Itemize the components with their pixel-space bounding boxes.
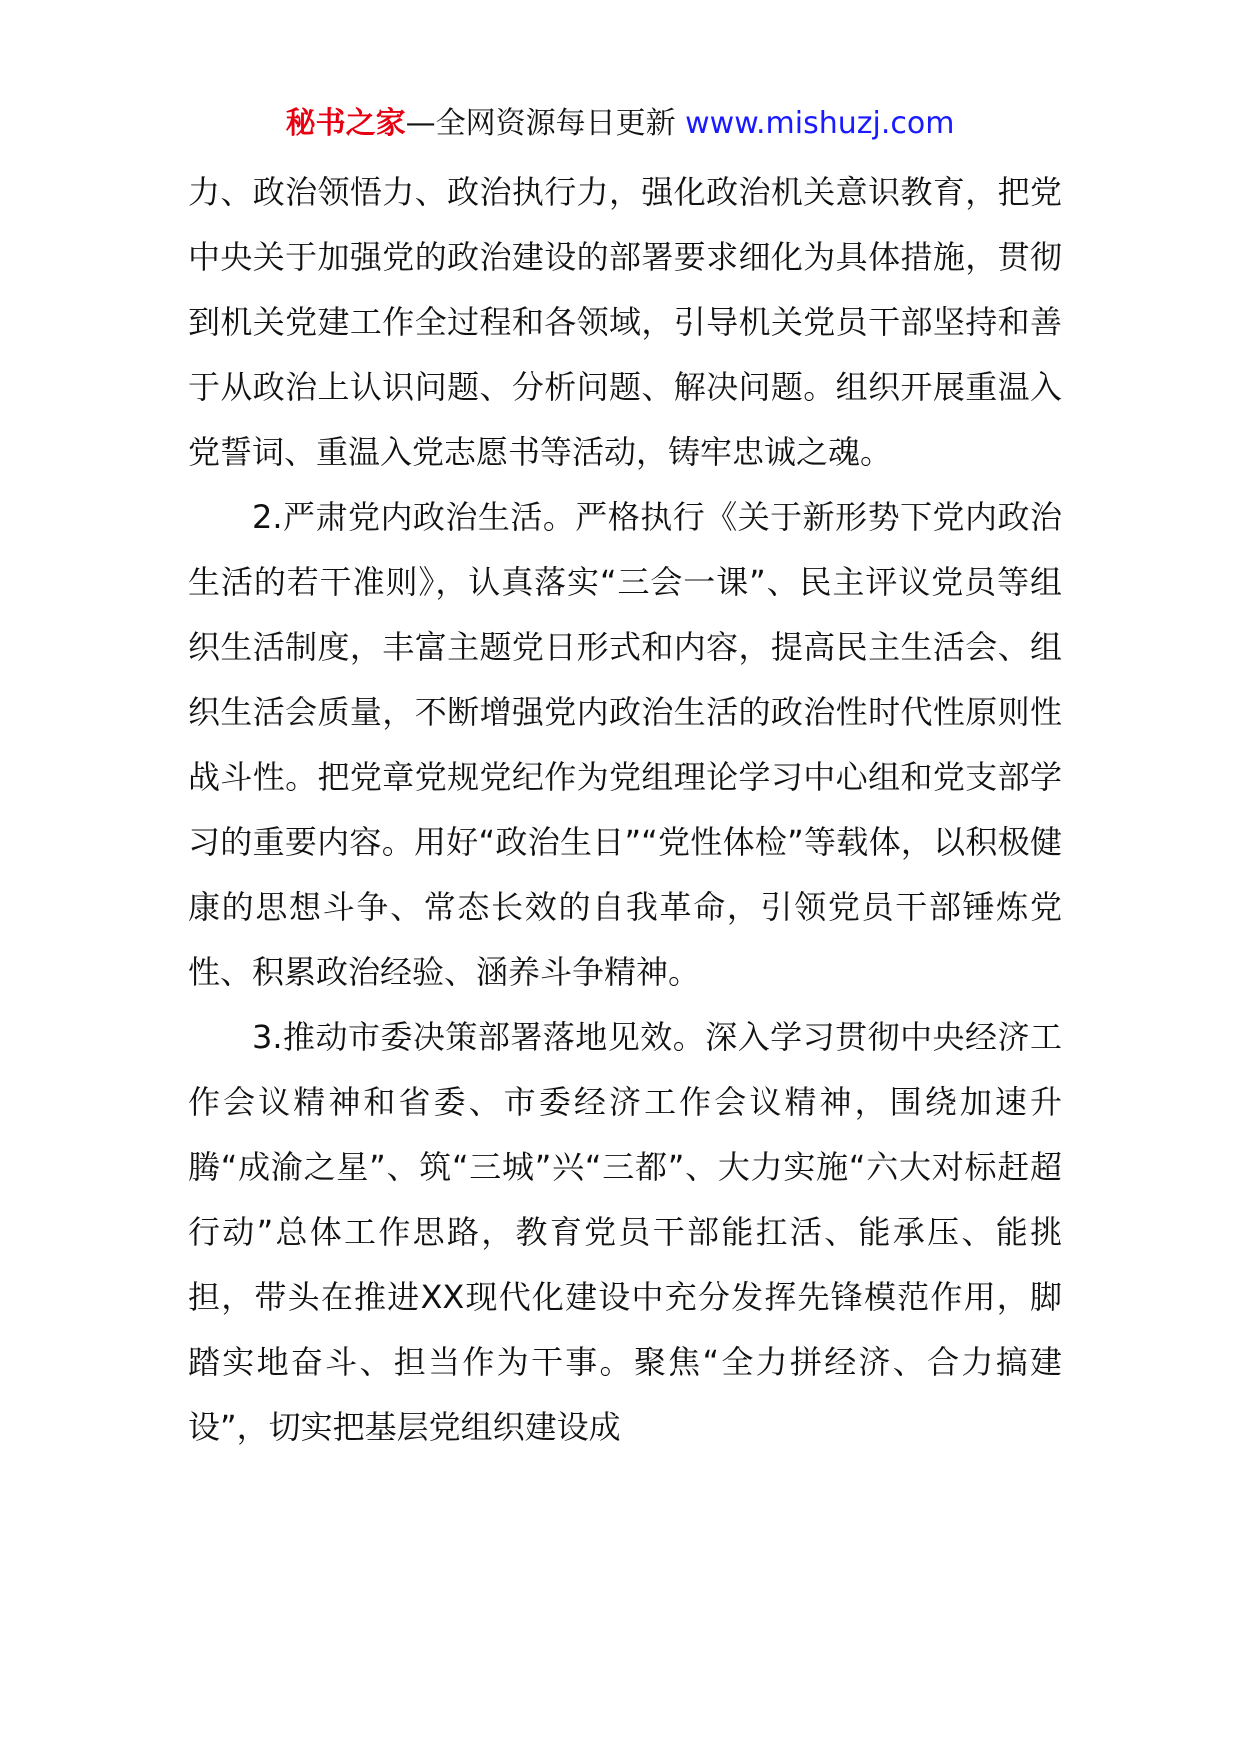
site-header [0, 102, 1240, 146]
paragraph-continuation: 力、政治领悟力、政治执行力，强化政治机关意识教育，把党中央关于加强党的政治建设的部署要求细化为具体措施，贯彻到机关党建工作全过程和各领域，引导机关党员干部坚持和善于从政治上认识问题、分析问题、解决问题。组织开展重温入党誓词、重温入党志愿书等活动，铸牢忠诚之魂。 [188, 173, 1062, 471]
paragraph-item-3: 3.推动市委决策部署落地见效。深入学习贯彻中央经济工作会议精神和省委、市委经济工作会议精神，围绕加速升腾“成渝之星”、筑“三城”兴“三都”、大力实施“六大对标赶超行动”总体工作思路，教育党员干部能扛活、能承压、能挑担，带头在推进XX现代化建设中充分发挥先锋模范作用，脚踏实地奋斗、担当作为干事。聚焦“全力拼经济、合力搞建设”，切实把基层党组织建设成 [188, 1018, 1062, 1446]
paragraph-item-2: 2.严肃党内政治生活。严格执行《关于新形势下党内政治生活的若干准则》，认真落实“三会一课”、民主评议党员等组织生活制度，丰富主题党日形式和内容，提高民主生活会、组织生活会质量，不断增强党内政治生活的政治性时代性原则性战斗性。把党章党规党纪作为党组理论学习中心组和党支部学习的重要内容。用好“政治生日”“党性体检”等载体，以积极健康的思想斗争、常态长效的自我革命，引领党员干部锤炼党性、积累政治经验、涵养斗争精神。 [188, 498, 1062, 991]
site-url-link[interactable]: www.mishuzj.com [685, 106, 955, 141]
site-slogan: —全网资源每日更新 [405, 106, 686, 141]
site-brand: 秘书之家 [285, 106, 406, 141]
document-body [188, 160, 1062, 1460]
